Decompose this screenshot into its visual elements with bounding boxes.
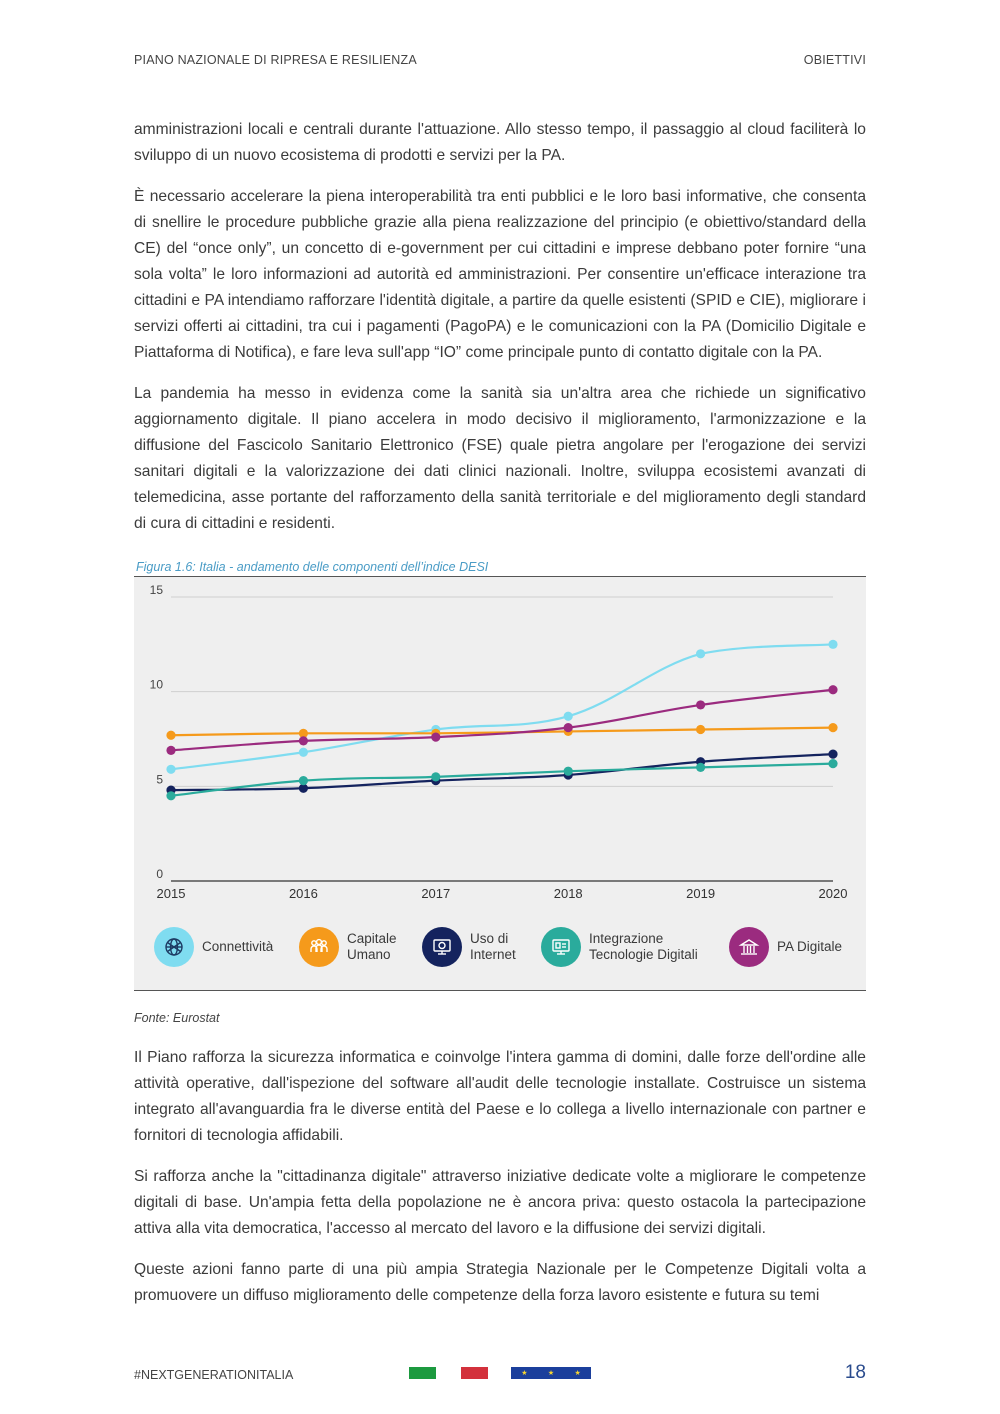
eu-star-icon: ★ [521, 1369, 528, 1377]
x-tick-label: 2019 [686, 886, 716, 901]
series-line [171, 764, 833, 796]
x-tick-label: 2020 [818, 886, 848, 901]
italy-green-bar-icon [409, 1367, 436, 1379]
data-point [828, 723, 837, 732]
eu-flag-icon [511, 1367, 591, 1379]
data-point [696, 700, 705, 709]
legend-label: Connettività [202, 939, 274, 954]
paragraph: La pandemia ha messo in evidenza come la sanità sia un'altra area che richiede un significativo aggiornamento digitale. Il piano accelera in modo decisivo il miglioramento, l'armonizzazione e la diffusione del Fascicolo Sanitario Elettronico (FSE) quale pietra angolare per l'erogazione dei servizi sanitari digitali e la valorizzazione dei dati clinici nazionali. Inoltre, sviluppa ecosistemi avanzati di telemedicina, asse portante del rafforzamento della sanità territoriale e del miglioramento degli standard di cura di cittadini e residenti. [134, 385, 866, 532]
data-point [166, 746, 175, 755]
legend-item-connettivita [154, 927, 322, 967]
series-line [171, 644, 833, 769]
running-header-section: OBIETTIVI [803, 53, 866, 67]
data-point [299, 748, 308, 757]
data-point [431, 772, 440, 781]
legend-item-integrazione-tecnologie-digitali [541, 927, 719, 967]
computer-monitor-icon [422, 927, 462, 967]
data-point [828, 750, 837, 759]
data-point [564, 712, 573, 721]
paragraph: È necessario accelerare la piena interoperabilità tra enti pubblici e le loro basi informative, che consenta di snellire le procedure pubbliche grazie alla piena realizzazione del principio (e obiettivo/standard della CE) del “once only”, un concetto di e-government per cui cittadini e imprese debbano poter fornire “una sola volta” le loro informazioni ad autorità ed amministrazioni. Per consentire un'efficace interazione tra cittadini e PA intendiamo rafforzare l'identità digitale, a partire da quelle esistenti (SPID e CIE), migliorare i servizi offerti ai cittadini, tra cui i pagamenti (PagoPA) e le comunicazioni con la PA (Domicilio Digitale e Piattaforma di Notifica), e fare leva sull'app “IO” come principale punto di contatto digitale con la PA. [134, 188, 866, 361]
eu-star-icon: ★ [574, 1369, 581, 1377]
digital-dashboard-icon [541, 927, 581, 967]
data-point [564, 723, 573, 732]
legend-item-pa-digitale [729, 927, 867, 967]
italy-red-bar-icon [461, 1367, 488, 1379]
paragraph: Queste azioni fanno parte di una più ampia Strategia Nazionale per le Competenze Digitali volta a promuovere un diffuso miglioramento delle competenze della forza lavoro esistente e futura su temi [134, 1261, 866, 1304]
footer-hashtag: #NEXTGENERATIONITALIA [134, 1368, 294, 1382]
y-tick-label: 15 [149, 583, 163, 597]
data-point [828, 640, 837, 649]
data-point [299, 776, 308, 785]
eu-star-icon: ★ [547, 1369, 555, 1377]
data-point [431, 733, 440, 742]
figure-source: Fonte: Eurostat [134, 1011, 220, 1025]
legend-label: Uso di Internet [470, 931, 516, 962]
data-point [696, 649, 705, 658]
series-line [171, 690, 833, 751]
figure-caption: Figura 1.6: Italia - andamento delle componenti dell’indice DESI [136, 560, 489, 574]
paragraph: Il Piano rafforza la sicurezza informatica e coinvolge l'intera gamma di domini, dalle forze dell'ordine alle attività operative, dall'ispezione del software all'audit delle tecnologie installate. Costruisce un sistema integrato all'avanguardia fra le diverse entità del Paese e lo collega a livello internazionale con partner e fornitori di tecnologia affidabili. [134, 1049, 866, 1144]
legend-label: Capitale Umano [347, 931, 397, 962]
data-point [828, 759, 837, 768]
data-point [166, 731, 175, 740]
y-tick-label: 5 [156, 772, 163, 787]
body-text-bottom [134, 1045, 866, 1309]
page-number: 18 [844, 1362, 866, 1383]
globe-network-icon [154, 927, 194, 967]
data-point [166, 791, 175, 800]
data-point [299, 736, 308, 745]
public-building-icon [729, 927, 769, 967]
y-tick-label: 0 [156, 867, 163, 881]
data-point [564, 767, 573, 776]
x-tick-label: 2017 [421, 886, 451, 901]
body-text-top [134, 117, 866, 537]
legend-label: Integrazione Tecnologie Digitali [589, 931, 698, 962]
data-point [828, 685, 837, 694]
x-tick-label: 2016 [288, 886, 318, 901]
x-tick-label: 2015 [156, 886, 186, 901]
running-header-title: PIANO NAZIONALE DI RIPRESA E RESILIENZA [134, 53, 417, 67]
data-point [166, 765, 175, 774]
data-point [696, 725, 705, 734]
y-tick-label: 10 [149, 677, 163, 692]
paragraph: amministrazioni locali e centrali durante l'attuazione. Allo stesso tempo, il passaggio al cloud faciliterà lo sviluppo di un nuovo ecosistema di prodotti e servizi per la PA. [134, 121, 866, 164]
paragraph: Si rafforza anche la "cittadinanza digitale" attraverso iniziative dedicate volte a migliorare le competenze digitali di base. Un'ampia fetta della popolazione ne è ancora priva: questo ostacola la partecipazione attiva alla vita democratica, l'accesso al mercato del lavoro e la diffusione dei servizi digitali. [134, 1168, 866, 1237]
legend-label: PA Digitale [777, 939, 843, 954]
data-point [696, 763, 705, 772]
x-tick-label: 2018 [553, 886, 583, 901]
people-group-icon [299, 927, 339, 967]
